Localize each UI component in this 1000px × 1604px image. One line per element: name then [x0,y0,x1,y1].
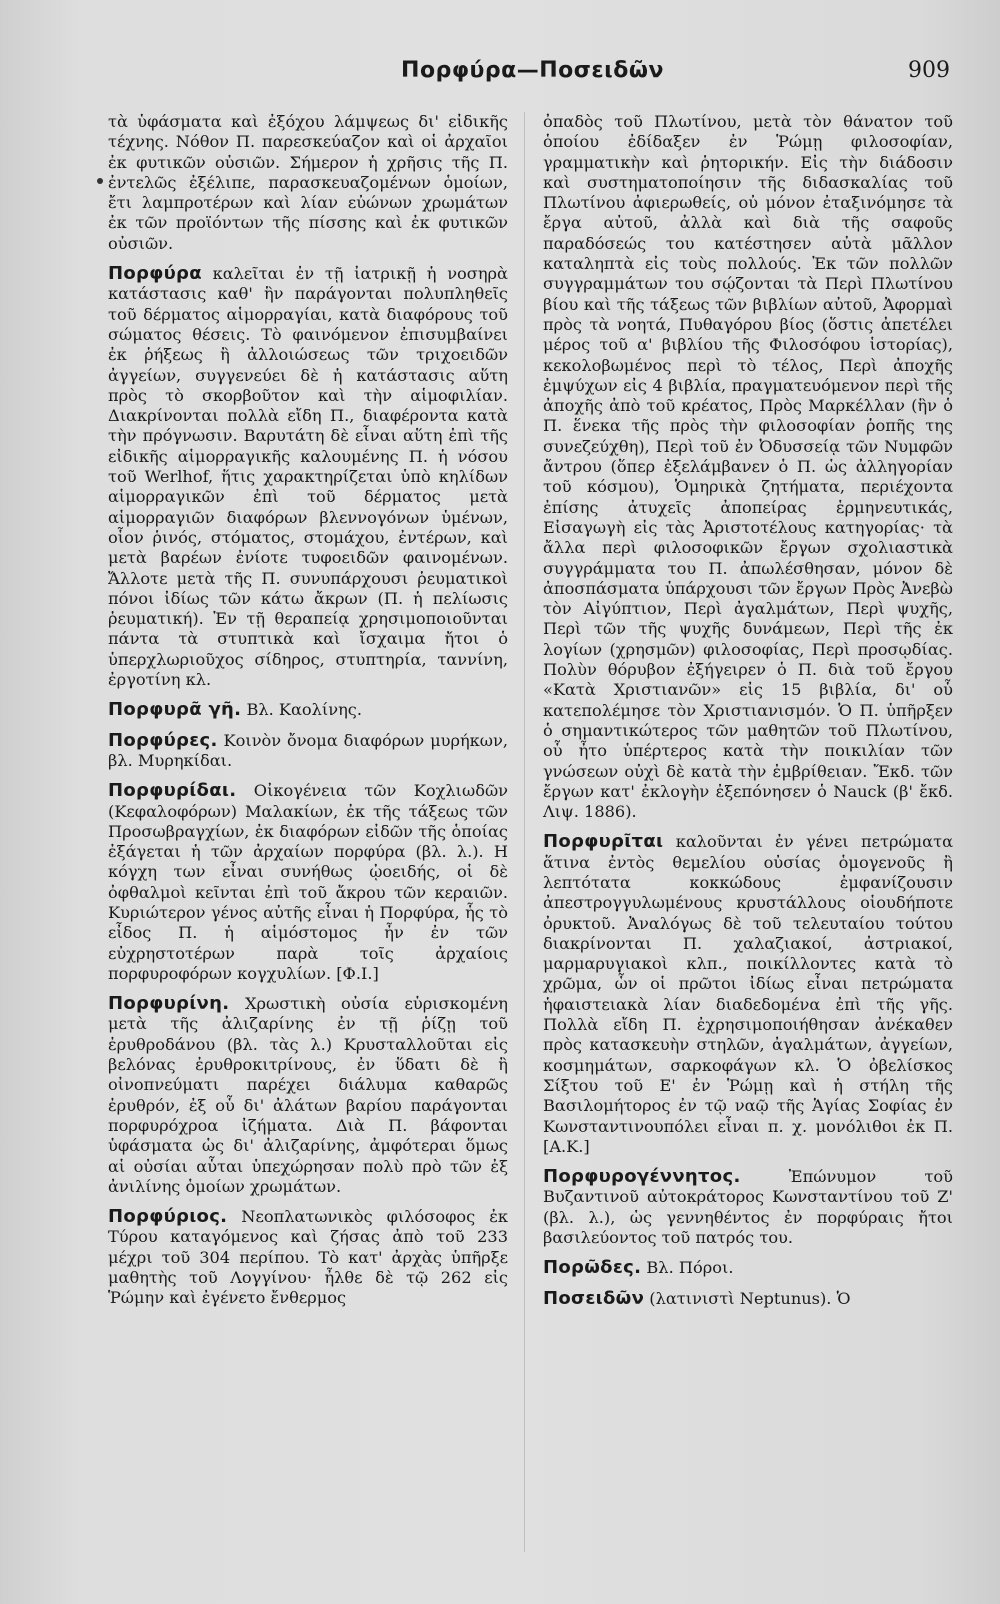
entry-porfyrini [108,994,508,1197]
entry-text: Ἐπώνυμον τοῦ Βυζαντινοῦ αὐτοκράτορος Κωνσταντίνου τοῦ Ζ' (βλ. λ.), ὡς γεννηθέντος ἐν πορφύραις ἤτοι βασιλεύοντος τοῦ πατρός του. [543,1167,953,1248]
ink-spot [97,178,103,184]
right-column [543,112,953,1309]
page-number: 909 [908,58,950,83]
entry-text: Οἰκογένεια τῶν Κοχλιωδῶν (Κεφαλοφόρων) Μαλακίων, ἐκ τῆς τάξεως τῶν Προσωβραγχίων, ἐκ διαφόρων εἰδῶν τῆς ὁποίας ἐξάγεται ἡ τῶν ἀρχαίων πορφύρα (βλ. λ.). Η κόγχη των εἶναι συνήθως ᾠοειδής, οἱ δὲ ὀφθαλμοὶ κεῖνται ἐπὶ τοῦ ἄκρου τῶν κεραιῶν. Κυριώτερον γένος αὐτῆς εἶναι ἡ Πορφύρα, ἧς τὸ εἶδος Π. ἡ αἱμόστομος ἦν ἐν τῶν εὐχρηστοτέρων παρὰ τοῖς ἀρχαίοις πορφυροφόρων κογχυλίων. [Φ.Ι.] [108,781,508,983]
entry-headword: Πορφύριος. [108,1206,228,1228]
entry-headword: Πορφυρῖται [543,831,664,853]
entry-porfyres [108,731,508,772]
left-continuation-text: τὰ ὑφάσματα καὶ ἐξόχου λάμψεως δι' εἰδικῆς τέχνης. Νόθον Π. παρεσκεύαζον καὶ οἱ ἀρχαῖοι ἐκ φυτικῶν οὐσιῶν. Σήμερον ἡ χρῆσις τῆς Π. ἐντελῶς ἐξέλιπε, παρασκευαζομένων ὁμοίων, ἔτι λαμπροτέρων καὶ λίαν εὐώνων χρωμάτων ἐκ τῶν προϊόντων τῆς πίσσης καὶ ἐκ φυτικῶν οὐσιῶν. [108,112,508,253]
entry-headword: Πορφυρίδαι. [108,780,237,802]
entry-text: καλεῖται ἐν τῇ ἰατρικῇ ἡ νοσηρὰ κατάστασις καθ' ἣν παράγονται πολυπληθεῖς τοῦ δέρματος αἱμορραγίαι, κατὰ διαφόρους τοῦ σώματος θέσεις. Τὸ φαινόμενον ἐπισυμβαίνει ἐκ ῥήξεως ἢ ἀλλοιώσεως τῶν τριχοειδῶν ἀγγείων, συγγενεύει δὲ ἡ κατάστασις αὕτη πρὸς τὸ σκορβοῦτον καὶ τὴν αἱμοφιλίαν. Διακρίνονται πολλὰ εἴδη Π., διαφέροντα κατὰ τὴν πρόγνωσιν. Βαρυτάτη δὲ εἶναι αὕτη ἐπὶ τῆς εἰδικῆς αἱμορραγικῆς καλουμένης Π. ἡ νόσου τοῦ Werlhof, ἥτις χαρακτηρίζεται ὑπὸ κηλίδων αἱμορραγικῶν ἐπὶ τοῦ δέρματος μετὰ αἱμορραγιῶν διαφόρων βλεννογόνων ὑμένων, οἷον ῥινός, στόματος, στομάχου, ἐντέρων, καὶ μετὰ βαρέων ἐνίοτε τυφοειδῶν φαινομένων. Ἄλλοτε μετὰ τῆς Π. συνυπάρχουσι ῥευματικοὶ πόνοι ἰδίως τῶν κάτω ἄκρων (Π. ἡ πελίωσις ῥευματική). Ἐν τῇ θεραπείᾳ χρησιμοποιοῦνται πάντα τὰ στυπτικὰ καὶ ἴσχαιμα ἤτοι ὁ ὑπερχλωριοῦχος σίδηρος, στυπτηρία, ταννίνη, ἐργοτίνη κλ. [108,264,508,690]
page-header [105,58,960,90]
entry-porfyra [108,264,508,690]
entry-headword: Πορφύρα [108,263,202,285]
right-continuation-text: ὀπαδὸς τοῦ Πλωτίνου, μετὰ τὸν θάνατον τοῦ ὁποίου ἐδίδαξεν ἐν Ῥώμῃ φιλοσοφίαν, γραμματικὴν καὶ ῥητορικήν. Εἰς τὴν διάδοσιν καὶ συστηματοποίησιν τῆς διδασκαλίας τοῦ Πλωτίνου ἀφιερωθείς, οὐ μόνον ἐταξινόμησε τὰ ἔργα αὐτοῦ, ἀλλὰ καὶ διὰ τῆς σαφοῦς παραδόσεώς του κατέστησεν αὐτὰ μᾶλλον καταληπτὰ εἰς τοὺς πολλούς. Ἐκ τῶν πολλῶν συγγραμμάτων του σῴζονται τὰ Περὶ Πλωτίνου βίου καὶ τῆς τάξεως τῶν βιβλίων αὐτοῦ, Ἀφορμαὶ πρὸς τὰ νοητά, Πυθαγόρου βίος (ὅστις ἀπετέλει μέρος τοῦ α' βιβλίου τῆς Φιλοσόφου ἱστορίας), κεκολοβωμένος περὶ τὸ τέλος, Περὶ ἀποχῆς ἐμψύχων εἰς 4 βιβλία, πραγματευόμενον περὶ τῆς ἀποχῆς ἀπὸ τοῦ κρέατος, Πρὸς Μαρκέλλαν (ἣν ὁ Π. ἕνεκα τῆς πρὸς τὴν φιλοσοφίαν ῥοπῆς της συνεζεύχθη), Περὶ τοῦ ἐν Ὀδυσσείᾳ τῶν Νυμφῶν ἄντρου (ὅπερ ἐξελάμβανεν ὁ Π. ὡς ἀλληγορίαν τοῦ κόσμου), Ὁμηρικὰ ζητήματα, περιέχοντα ἐπίσης ἀτυχεῖς ἀποπείρας ἑρμηνευτικάς, Εἰσαγωγὴ εἰς τὰς Ἀριστοτέλους κατηγορίας· τὰ ἄλλα περὶ φιλοσοφικῶν ἔργων σχολιαστικὰ συγγράμματα του Π. ἀπωλέσθησαν, μόνον δὲ ἀποσπάσματα ὑπάρχουσι τῶν ἔργων Πρὸς Ἀνεβὼ τὸν Αἰγύπτιον, Περὶ ἀγαλμάτων, Περὶ ψυχῆς, Περὶ τῶν τῆς ψυχῆς δυνάμεων, Περὶ τῆς ἐκ λογίων (χρησμῶν) φιλοσοφίας, Περὶ προσῳδίας. Πολὺν θόρυβον ἐξήγειρεν ὁ Π. διὰ τοῦ ἔργου «Κατὰ Χριστιανῶν» εἰς 15 βιβλία, δι' οὗ κατεπολέμησε τὸν Χριστιανισμόν. Ὁ Π. ὑπῆρξεν ὁ σημαντικώτερος τῶν μαθητῶν τοῦ Πλωτίνου, οὗ ἦτο ὑπέρτερος κατὰ τὴν ποικιλίαν τῶν γνώσεων οὐχὶ δὲ κατὰ τὴν ἐμβρίθειαν. Ἔκδ. τῶν ἔργων κατ' ἐκλογὴν ἐξεπόνησεν ὁ Nauck (β' ἔκδ. Λιψ. 1886). [543,112,953,822]
entry-text: (λατινιστὶ Neptunus). Ὁ [644,1288,851,1308]
entry-text: Βλ. Καολίνης. [241,700,363,720]
entry-text: καλοῦνται ἐν γένει πετρώματα ἅτινα ἐντὸς θεμελίου οὐσίας ὁμογενοῦς ἢ λεπτότατα κοκκώδους ἐμφανίζουσιν ἀπεστρογγυλωμένους κρυστάλλους οἱουδήποτε ὀρυκτοῦ. Ἀναλόγως δὲ τοῦ τελευταίου τούτου διακρίνονται Π. χαλαζιακοί, ἀστριακοί, μαρμαρυγιακοὶ κλπ., ποικίλλοντες κατὰ τὸ χρῶμα, ὧν οἱ πρῶτοι ἰδίως εἶναι πετρώματα ἡφαιστειακὰ λίαν διαδεδομένα ἐπὶ τῆς γῆς. Πολλὰ εἴδη Π. ἐχρησιμοποιήθησαν ἀνέκαθεν πρὸς κατασκευὴν στηλῶν, ἀγαλμάτων, ἀγγείων, κοσμημάτων, σαρκοφάγων κλ. Ὁ ὀβελίσκος Σίξτου τοῦ Ε' ἐν Ῥώμῃ καὶ ἡ στήλη τῆς Βασιλομήτορος ἐν τῷ ναῷ τῆς Ἁγίας Σοφίας ἐν Κωνσταντινουπόλει εἶναι π. χ. μονόλιθοι ἐκ Π. [Α.Κ.] [543,832,953,1156]
entry-text: Νεοπλατωνικὸς φιλόσοφος ἐκ Τύρου καταγόμενος καὶ ζήσας ἀπὸ τοῦ 233 μέχρι τοῦ 304 περίπου. Τὸ κατ' ἀρχὰς ὑπῆρξε μαθητὴς τοῦ Λογγίνου· ἦλθε δὲ τῷ 262 εἰς Ῥώμην καὶ ἐγένετο ἔνθερμος [108,1207,508,1308]
entry-headword: Πορφυρᾶ γῆ. [108,699,242,721]
entry-text: Κοινὸν ὄνομα διαφόρων μυρήκων, βλ. Μυρηκίδαι. [108,730,508,770]
entry-porodes [543,1258,953,1278]
left-column [108,112,508,1309]
column-divider [524,112,525,1552]
entry-headword: Πορφύρες. [108,729,218,751]
entry-headword: Ποσειδῶν [543,1287,645,1309]
entry-headword: Πορῶδες. [543,1257,642,1279]
entry-text: Βλ. Πόροι. [641,1258,734,1278]
entry-porfyritai [543,832,953,1157]
running-head: Πορφύρα—Ποσειδῶν [401,58,664,83]
entry-text: Χρωστικὴ οὐσία εὑρισκομένη μετὰ τῆς ἀλιζαρίνης ἐν τῇ ῥίζῃ τοῦ ἐρυθροδάνου (βλ. τὰς λ.) Κρυσταλλοῦται εἰς βελόνας ἐρυθροκιτρίνους, ἐν ὕδατι δὲ ἢ οἰνοπνεύματι παρέχει διάλυμα καθαρῶς ἐρυθρόν, ἐξ οὗ δι' ἀλάτων βαρίου παράγονται πορφυρόχροα ἰζήματα. Διὰ Π. βάφονται ὑφάσματα ὡς δι' ἀλιζαρίνης, ἀμφότεραι ὅμως αἱ οὐσίαι αὗται ὑπεχώρησαν πολὺ πρὸ τῶν ἐξ ἀνιλίνης ὁμοίων χρωμάτων. [108,994,508,1196]
entry-porfyrogennitos [543,1167,953,1248]
entry-porfyrios [108,1207,508,1308]
entry-headword: Πορφυρίνη. [108,993,230,1015]
entry-poseidon [543,1289,953,1309]
entry-headword: Πορφυρογέννητος. [543,1166,741,1188]
entry-porfyra-gi [108,700,508,720]
entry-porfyridai [108,781,508,984]
